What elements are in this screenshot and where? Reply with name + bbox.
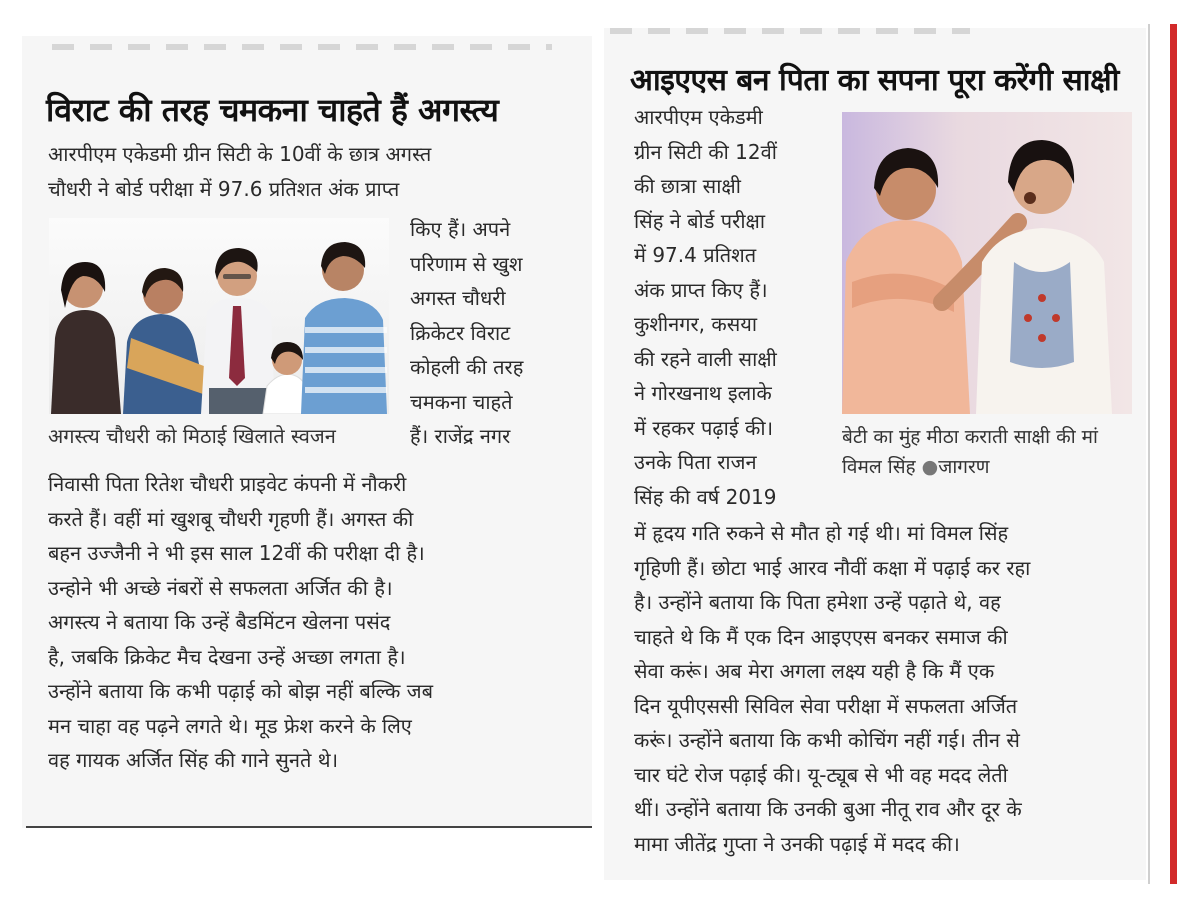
faded-header-strip	[610, 28, 970, 34]
credit-dot-icon: ●	[921, 456, 939, 478]
family-photo	[49, 218, 389, 414]
right-news-clipping	[604, 28, 1146, 880]
text-line: मामा जीतेंद्र गुप्ता ने उनकी पढ़ाई में मदद की।	[634, 831, 960, 856]
text-line: में 97.4 प्रतिशत	[634, 243, 757, 267]
bottom-rule	[26, 826, 592, 828]
text-line: है, जबकि क्रिकेट मैच देखना उन्हें अच्छा लगता है।	[48, 644, 406, 669]
left-body-text	[48, 467, 578, 778]
caption-line-2	[842, 452, 1142, 482]
text-line: दिन यूपीएससी सिविल सेवा परीक्षा में सफलता अर्जित	[634, 693, 1018, 718]
right-clip-edge	[1148, 24, 1150, 884]
person-mother	[123, 268, 209, 414]
text-line: चाहते थे कि मैं एक दिन आइएएस बनकर समाज की	[634, 624, 1008, 649]
person-daughter-sakshi	[976, 140, 1112, 414]
left-headline: विराट की तरह चमकना चाहते हैं अगस्त्य	[46, 91, 499, 129]
text-line: परिणाम से खुश	[410, 251, 523, 276]
text-line: बहन उज्जैनी ने भी इस साल 12वीं की परीक्षा दी है।	[48, 541, 425, 565]
text-line: उन्होने भी अच्छे नंबरों से सफलता अर्जित की है।	[48, 575, 393, 600]
text-line: में हृदय गति रुकने से मौत हो गई थी। मां विमल सिंह	[634, 521, 1009, 545]
text-line: किए हैं। अपने	[410, 217, 511, 241]
text-line: ग्रीन सिटी की 12वीं	[634, 139, 777, 164]
text-line: अगस्त चौधरी	[410, 286, 506, 310]
caption-line: बेटी का मुंह मीठा कराती साक्षी की मां	[842, 426, 1098, 448]
text-line: निवासी पिता रितेश चौधरी प्राइवेट कंपनी में नौकरी	[48, 472, 407, 496]
text-line: करते हैं। वहीं मां खुशबू चौधरी गृहणी हैं। अगस्त की	[48, 506, 414, 531]
person-girl-left	[51, 262, 121, 414]
text-line: चमकना चाहते	[410, 389, 513, 414]
person-father	[301, 242, 387, 414]
text-line: वह गायक अर्जित सिंह की गाने सुनते थे।	[48, 748, 339, 772]
mother-daughter-photo	[842, 112, 1132, 414]
text-line: है। उन्होंने बताया कि पिता हमेशा उन्हें पढ़ाते थे, वह	[634, 590, 1001, 614]
red-page-border	[1170, 24, 1177, 884]
text-line: करूं। उन्होंने बताया कि कभी कोचिंग नहीं गई। तीन से	[634, 728, 1020, 752]
left-side-column	[410, 212, 578, 454]
text-line: चौधरी ने बोर्ड परीक्षा में 97.6 प्रतिशत अंक प्राप्त	[48, 176, 400, 201]
caption-name: विमल सिंह	[842, 456, 916, 478]
left-news-clipping	[22, 36, 592, 828]
right-headline: आइएएस बन पिता का सपना पूरा करेंगी साक्षी	[630, 63, 1119, 98]
text-line: उनके पिता राजन	[634, 450, 757, 474]
text-line: मन चाहा वह पढ़ने लगते थे। मूड फ्रेश करने के लिए	[48, 713, 412, 738]
text-line: आरपीएम एकेडमी	[634, 105, 763, 129]
text-line: हैं। राजेंद्र नगर	[410, 424, 511, 448]
text-line: उन्होंने बताया कि कभी पढ़ाई को बोझ नहीं बल्कि जब	[48, 679, 433, 703]
right-body-text	[634, 516, 1134, 861]
text-line: थीं। उन्होंने बताया कि उनकी बुआ नीतू राव और दूर के	[634, 797, 1022, 821]
text-line: चार घंटे रोज पढ़ाई की। यू-ट्यूब से भी वह मदद लेती	[634, 762, 1008, 787]
text-line: अगस्त्य ने बताया कि उन्हें बैडमिंटन खेलना पसंद	[48, 610, 391, 634]
text-line: कोहली की तरह	[410, 355, 524, 379]
text-line: गृहिणी हैं। छोटा भाई आरव नौवीं कक्षा में पढ़ाई कर रहा	[634, 555, 1031, 580]
text-line: आरपीएम एकेडमी ग्रीन सिटी के 10वीं के छात्र अगस्त	[48, 142, 432, 166]
text-line: ने गोरखनाथ इलाके	[634, 381, 772, 405]
right-photo-caption	[842, 422, 1142, 482]
text-line: सिंह की वर्ष 2019	[634, 484, 777, 509]
text-line: कुशीनगर, कसया	[634, 312, 758, 336]
text-line: की छात्रा साक्षी	[634, 174, 741, 198]
right-side-column	[634, 100, 826, 514]
text-line: सेवा करूं। अब मेरा अगला लक्ष्य यही है कि मैं एक	[634, 659, 995, 683]
text-line: की रहने वाली साक्षी	[634, 346, 777, 371]
person-boy-agastya	[201, 248, 275, 414]
photo-credit: जागरण	[938, 456, 990, 478]
faded-header-strip	[52, 44, 552, 50]
text-line: में रहकर पढ़ाई की।	[634, 415, 774, 440]
text-line: क्रिकेटर विराट	[410, 320, 511, 345]
text-line: अंक प्राप्त किए हैं।	[634, 277, 768, 302]
text-line: सिंह ने बोर्ड परीक्षा	[634, 208, 766, 233]
left-intro-text	[48, 137, 578, 206]
left-photo-caption: अगस्त्य चौधरी को मिठाई खिलाते स्वजन	[48, 424, 336, 448]
